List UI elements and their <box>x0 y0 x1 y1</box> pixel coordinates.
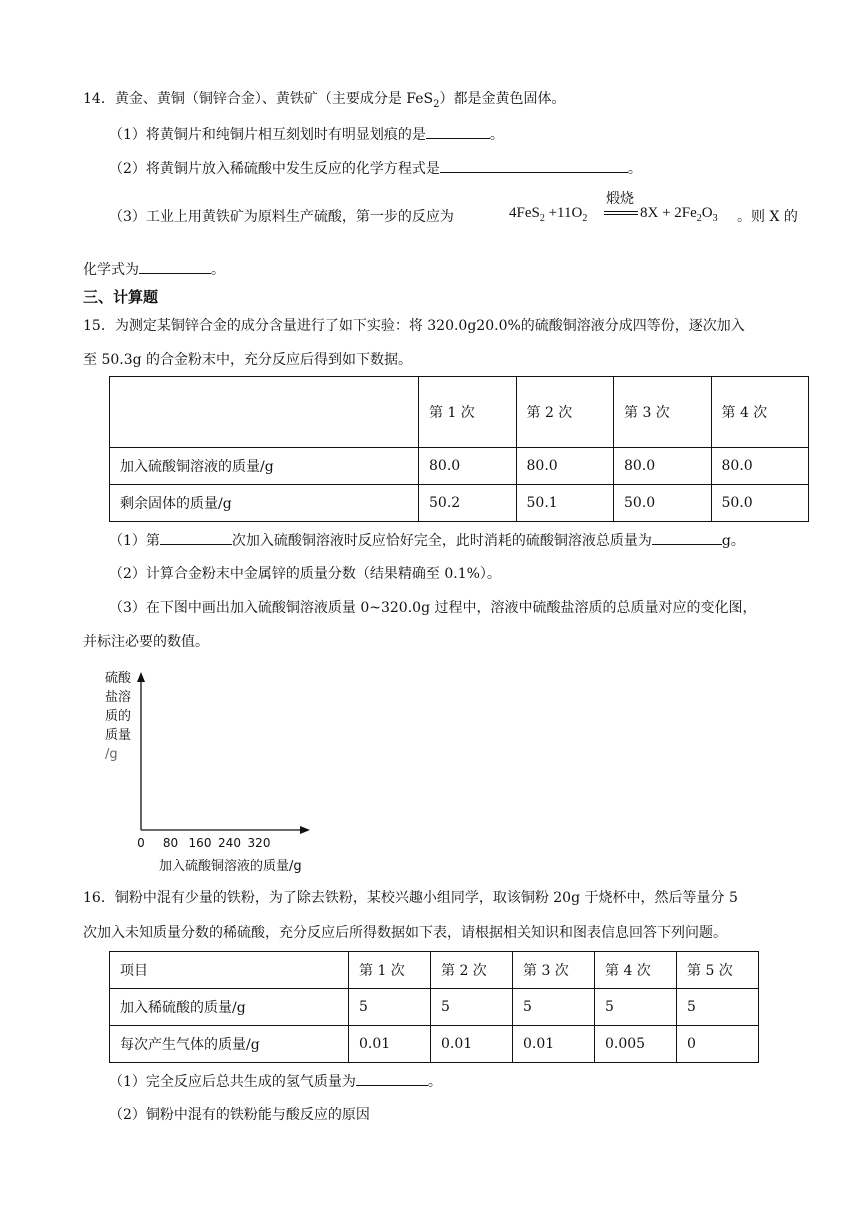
x-axis-label: 加入硫酸铜溶液的质量/g <box>159 859 302 874</box>
q16-data-table <box>109 951 759 1063</box>
table-cell: 0.01 <box>431 1026 513 1063</box>
q14-part1: （1）将黄铜片和纯铜片相互刻划时有明显划痕的是 。 <box>109 124 504 145</box>
table-cell: 5 <box>513 989 595 1026</box>
table-cell: 50.0 <box>614 485 712 522</box>
table-cell: 0 <box>677 1026 759 1063</box>
q15-part3-line1: （3）在下图中画出加入硫酸铜溶液质量 0~320.0g 过程中，溶液中硫酸盐溶质的总质量对应的变化图， <box>109 600 757 616</box>
y-axis-label-line: 质量 <box>105 728 132 743</box>
table-header-row <box>110 377 809 448</box>
q15-stem-line1: 15．为测定某铜锌合金的成分含量进行了如下实验：将 320.0g20.0%的硫酸铜溶液分成四等份，逐次加入 <box>83 318 745 334</box>
table-cell: 5 <box>349 989 431 1026</box>
table-cell: 50.2 <box>419 485 517 522</box>
q16-stem-line1: 16．铜粉中混有少量的铁粉，为了除去铁粉，某校兴趣小组同学，取该铜粉 20g 于烧杯中，然后等量分 5 <box>83 890 738 906</box>
x-axis-arrow <box>300 826 310 834</box>
table-header-cell: 第 5 次 <box>677 952 759 989</box>
q15-part1: （1）第 次加入硫酸铜溶液时反应恰好完全，此时消耗的硫酸铜溶液总质量为 g。 <box>109 530 745 551</box>
table-cell: 80.0 <box>516 448 614 485</box>
table-cell: 80.0 <box>614 448 712 485</box>
table-cell: 50.0 <box>711 485 809 522</box>
q15-stem-line2: 至 50.3g 的合金粉末中，充分反应后得到如下数据。 <box>83 352 413 368</box>
table-row <box>110 485 809 522</box>
q14-stem: 14．黄金、黄铜（铜锌合金）、黄铁矿（主要成分是 FeS$_2$）都是金黄色固体。 <box>83 91 566 110</box>
table-cell: 0.01 <box>513 1026 595 1063</box>
table-header-cell: 第 4 次 <box>595 952 677 989</box>
table-cell: 50.1 <box>516 485 614 522</box>
table-header-cell: 项目 <box>110 952 349 989</box>
table-cell: 5 <box>431 989 513 1026</box>
table-cell: 0.005 <box>595 1026 677 1063</box>
table-row <box>110 448 809 485</box>
table-cell: 80.0 <box>419 448 517 485</box>
table-cell: 5 <box>677 989 759 1026</box>
table-row <box>110 989 759 1026</box>
section-heading: 三、计算题 <box>83 288 159 306</box>
y-axis-arrow <box>137 672 145 682</box>
q14-part3: （3）工业上用黄铁矿为原料生产硫酸，第一步的反应为 <box>109 209 454 225</box>
table-header-cell: 第 1 次 <box>419 377 517 448</box>
y-axis-label <box>105 671 132 762</box>
table-cell: 加入稀硫酸的质量/g <box>110 989 349 1026</box>
x-tick-label: 0 <box>137 836 145 850</box>
table-header-row <box>110 952 759 989</box>
q16-stem-line2: 次加入未知质量分数的稀硫酸，充分反应后所得数据如下表，请根据相关知识和图表信息回答下列问题。 <box>83 925 727 941</box>
table-header-cell: 第 2 次 <box>431 952 513 989</box>
q15-part2: （2）计算合金粉末中金属锌的质量分数（结果精确至 0.1%）。 <box>109 566 501 582</box>
q14-part2: （2）将黄铜片放入稀硫酸中发生反应的化学方程式是 。 <box>109 158 642 179</box>
table-header-cell: 第 3 次 <box>614 377 712 448</box>
table-header-cell: 第 1 次 <box>349 952 431 989</box>
x-tick-label: 80 <box>162 836 179 850</box>
x-tick-label: 320 <box>247 836 271 850</box>
q16-part1: （1）完全反应后总共生成的氢气质量为 。 <box>109 1071 442 1092</box>
answer-blank[interactable] <box>652 530 722 545</box>
table-cell: 每次产生气体的质量/g <box>110 1026 349 1063</box>
q15-data-table <box>109 376 809 522</box>
y-axis-label-line: 质的 <box>105 709 132 724</box>
table-header-cell: 第 4 次 <box>711 377 809 448</box>
table-header-cell <box>110 377 419 448</box>
answer-blank[interactable] <box>426 124 490 139</box>
table-header-cell: 第 3 次 <box>513 952 595 989</box>
table-row <box>110 1026 759 1063</box>
table-cell: 加入硫酸铜溶液的质量/g <box>110 448 419 485</box>
table-cell: 0.01 <box>349 1026 431 1063</box>
q16-part2: （2）铜粉中混有的铁粉能与酸反应的原因 <box>109 1107 370 1123</box>
answer-blank[interactable] <box>440 158 628 173</box>
table-header-cell: 第 2 次 <box>516 377 614 448</box>
table-cell: 5 <box>595 989 677 1026</box>
table-cell: 80.0 <box>711 448 809 485</box>
answer-blank[interactable] <box>160 530 232 545</box>
blank-graph[interactable] <box>95 660 355 880</box>
answer-blank[interactable] <box>139 259 211 274</box>
y-axis-label-line: 硫酸 <box>105 671 132 686</box>
x-tick-label: 240 <box>218 836 241 850</box>
q14-part3-tail: 。则 X 的 <box>737 209 798 225</box>
y-axis-label-line: /g <box>105 747 118 762</box>
x-tick-label: 160 <box>188 836 212 850</box>
y-axis-label-line: 盐溶 <box>105 690 132 705</box>
table-cell: 剩余固体的质量/g <box>110 485 419 522</box>
reaction-condition: 煅烧 <box>606 191 634 207</box>
q14-part3-cont: 化学式为 。 <box>83 259 225 280</box>
answer-blank[interactable] <box>356 1071 428 1086</box>
q15-part3-line2: 并标注必要的数值。 <box>83 634 209 650</box>
equals-sign <box>604 211 638 215</box>
